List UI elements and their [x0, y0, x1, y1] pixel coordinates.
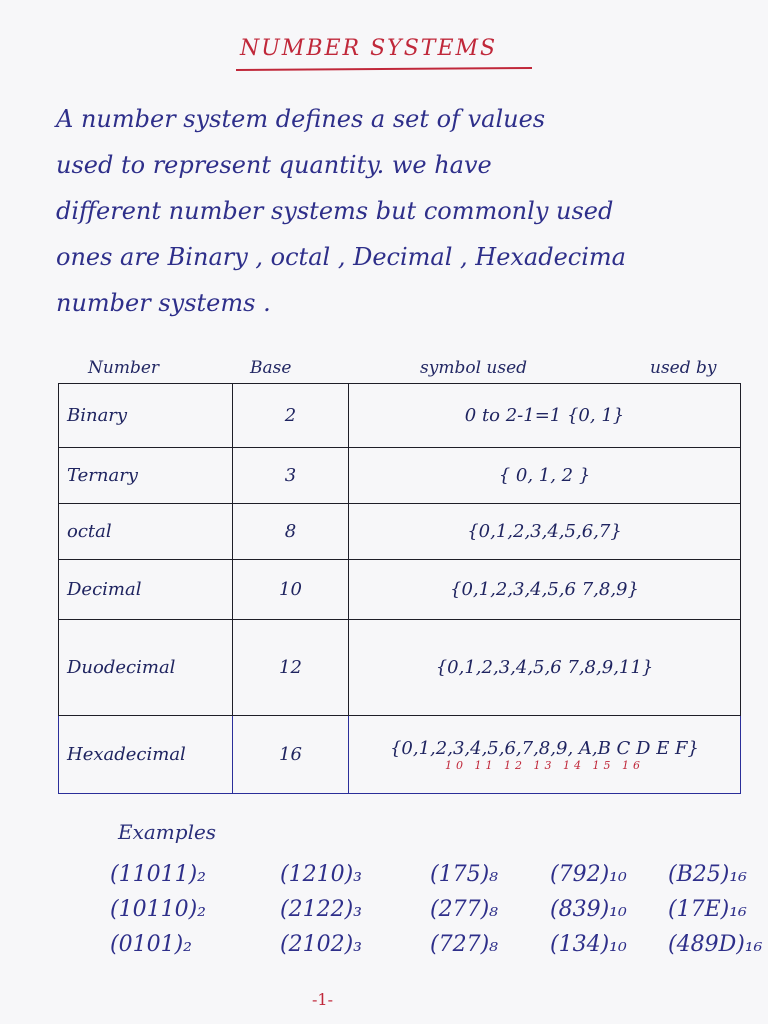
- cell-number: Binary: [59, 384, 233, 448]
- cell-base: 10: [233, 560, 349, 620]
- example-item: (489D)₁₆: [668, 932, 763, 957]
- cell-symbols: {0,1,2,3,4,5,6 7,8,9}: [349, 560, 741, 620]
- header-used-by: used by: [650, 358, 717, 378]
- example-item: (1210)₃: [280, 862, 362, 887]
- table-row: [59, 448, 741, 504]
- example-item: (0101)₂: [110, 932, 192, 957]
- table-row: [59, 560, 741, 620]
- cell-number: Ternary: [59, 448, 233, 504]
- cell-symbols: {0,1,2,3,4,5,6,7}: [349, 504, 741, 560]
- cell-symbols: {0,1,2,3,4,5,6 7,8,9,11}: [349, 620, 741, 716]
- examples-heading: Examples: [118, 820, 217, 844]
- example-item: (839)₁₀: [550, 897, 627, 922]
- example-item: (277)₈: [430, 897, 498, 922]
- cell-number: Hexadecimal: [59, 716, 233, 794]
- examples-grid: [110, 862, 763, 957]
- hex-values: 10 11 12 13 14 15 16: [445, 758, 644, 772]
- page-number: -1-: [312, 990, 333, 1009]
- intro-line: A number system defines a set of values: [56, 105, 546, 133]
- cell-base: 16: [233, 716, 349, 794]
- header-symbols: symbol used: [420, 358, 528, 378]
- cell-symbols: { 0, 1, 2 }: [349, 448, 741, 504]
- cell-symbols: [349, 716, 741, 794]
- cell-number: octal: [59, 504, 233, 560]
- cell-number: Decimal: [59, 560, 233, 620]
- hex-symbols: {0,1,2,3,4,5,6,7,8,9, A,B C D E F}: [389, 737, 700, 759]
- table-row: [59, 384, 741, 448]
- intro-line: used to represent quantity. we have: [56, 151, 492, 179]
- page-title: NUMBER SYSTEMS: [240, 36, 498, 61]
- cell-base: 3: [233, 448, 349, 504]
- intro-line: different number systems but commonly used: [56, 197, 614, 225]
- example-item: (727)₈: [430, 932, 498, 957]
- header-base: Base: [250, 358, 292, 378]
- cell-base: 8: [233, 504, 349, 560]
- example-item: (792)₁₀: [550, 862, 627, 887]
- example-item: (17E)₁₆: [668, 897, 747, 922]
- example-item: (2102)₃: [280, 932, 362, 957]
- table-row: [59, 716, 741, 794]
- cell-symbols: 0 to 2-1=1 {0, 1}: [349, 384, 741, 448]
- number-systems-table: [58, 383, 741, 794]
- example-item: (11011)₂: [110, 862, 206, 887]
- intro-line: ones are Binary , octal , Decimal , Hexadecima: [56, 243, 626, 271]
- example-item: (10110)₂: [110, 897, 206, 922]
- example-item: (134)₁₀: [550, 932, 627, 957]
- title-underline: [236, 67, 532, 71]
- cell-number: Duodecimal: [59, 620, 233, 716]
- table-row: [59, 620, 741, 716]
- example-item: (2122)₃: [280, 897, 362, 922]
- example-item: (B25)₁₆: [668, 862, 747, 887]
- header-number: Number: [88, 358, 160, 378]
- example-item: (175)₈: [430, 862, 498, 887]
- intro-line: number systems .: [56, 289, 271, 317]
- table-row: [59, 504, 741, 560]
- cell-base: 2: [233, 384, 349, 448]
- intro-paragraph: [56, 96, 756, 326]
- cell-base: 12: [233, 620, 349, 716]
